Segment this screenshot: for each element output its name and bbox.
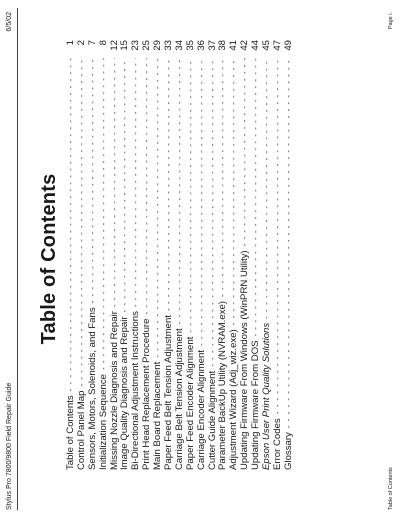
toc-leader-dots: [284, 58, 295, 428]
footer-page-number: Page i.: [388, 12, 394, 30]
toc-entry-page: 1: [65, 40, 76, 46]
toc-leader-dots: [120, 58, 131, 312]
toc-leader-dots: [218, 58, 229, 297]
toc-entry-page: 42: [239, 40, 251, 51]
toc-leader-dots: [175, 58, 186, 324]
toc-leader-dots: [110, 58, 121, 307]
toc-entry[interactable]: [273, 40, 284, 470]
toc-entry[interactable]: [99, 40, 110, 470]
toc-entry-label: Epson User Print Quality Solutions: [261, 322, 273, 470]
toc-leader-dots: [164, 58, 175, 311]
toc-entry-page: 41: [228, 40, 240, 51]
toc-leader-dots: [251, 58, 262, 336]
toc-leader-dots: [186, 58, 197, 333]
header-divider: [17, 8, 18, 510]
toc-entry-label: Control Panel Map: [75, 390, 87, 470]
toc-entry-page: 37: [206, 40, 218, 51]
toc-entry-label: Updating Firmware From DOS: [250, 340, 262, 470]
toc-entry-label: Adjustment Wizard (Adj_wiz.exe): [228, 329, 240, 470]
toc-entry-page: 25: [141, 40, 153, 51]
toc-entry-page: 23: [130, 40, 142, 51]
toc-entry-label: Image Quality Diagnosis and Repair: [119, 316, 131, 470]
toc-entry-label: Updating Firmware From Windows (WinPRN Utility): [239, 250, 251, 470]
toc-entry-label: Table of Contents: [65, 395, 76, 470]
footer-section: Table of Contents: [388, 467, 394, 510]
guide-title: Stylus Pro 7800/9800 Field Repair Guide: [6, 382, 13, 510]
toc-entry[interactable]: [197, 40, 208, 470]
toc-entry-label: Cutter Guide Alignment: [206, 370, 218, 470]
toc-entry-page: 45: [261, 40, 273, 51]
toc-entry-label: Print Head Replacement Procedure: [141, 318, 153, 470]
toc-entry-page: 15: [119, 40, 131, 51]
toc-entry-label: Bi-Directional Adjustment Instructions: [130, 311, 142, 470]
toc-leader-dots: [197, 58, 208, 346]
toc-leader-dots: [273, 58, 284, 414]
toc-entry-page: 8: [97, 40, 109, 46]
toc-entry-page: 2: [75, 40, 87, 46]
toc-entry-page: 29: [152, 40, 164, 51]
toc-entry-label: Carriage Encoder Alignment: [195, 350, 207, 470]
toc-leader-dots: [240, 58, 251, 246]
toc-leader-dots: [88, 58, 99, 303]
toc-entry-label: Glossary: [282, 432, 294, 470]
toc-entry-page: 47: [271, 40, 283, 51]
toc-entry[interactable]: [284, 40, 295, 470]
toc-entry-page: 12: [108, 40, 120, 51]
toc-entry-page: 36: [195, 40, 207, 51]
document-date: 6/5/02: [6, 12, 13, 32]
table-of-contents: [66, 40, 295, 470]
toc-leader-dots: [142, 58, 153, 315]
toc-entry[interactable]: [262, 40, 273, 470]
toc-leader-dots: [99, 58, 110, 370]
page-title: Table of Contents: [38, 173, 60, 345]
toc-entry-page: 34: [173, 40, 185, 51]
toc-entry-label: Sensors, Motors, Solenoids, and Fans: [86, 307, 98, 470]
toc-leader-dots: [153, 58, 164, 358]
toc-entry-label: Missing Nozzle Diagnosis and Repair: [108, 311, 120, 470]
toc-entry-page: 49: [282, 40, 294, 51]
toc-entry-page: 33: [163, 40, 175, 51]
toc-entry-label: Error Codes: [271, 418, 283, 470]
toc-entry-page: 44: [250, 40, 262, 51]
toc-entry-page: 38: [217, 40, 229, 51]
toc-entry-label: Paper Feed Encoder Alignment: [184, 336, 196, 470]
toc-entry-label: Initialization Sequence: [97, 373, 109, 470]
toc-entry-page: 7: [86, 40, 98, 46]
toc-entry-label: Paper Feed Belt Tension Adjustment: [163, 314, 175, 470]
toc-leader-dots: [66, 58, 77, 391]
toc-leader-dots: [262, 58, 273, 319]
toc-leader-dots: [131, 58, 142, 307]
toc-entry-label: Main Board Replacement: [152, 361, 164, 470]
toc-entry-page: 35: [184, 40, 196, 51]
toc-entry-label: Parameter BackUp Utility (NVRAM.exe): [217, 301, 229, 470]
toc-entry-label: Carriage Belt Tension Adjustment: [173, 328, 185, 470]
